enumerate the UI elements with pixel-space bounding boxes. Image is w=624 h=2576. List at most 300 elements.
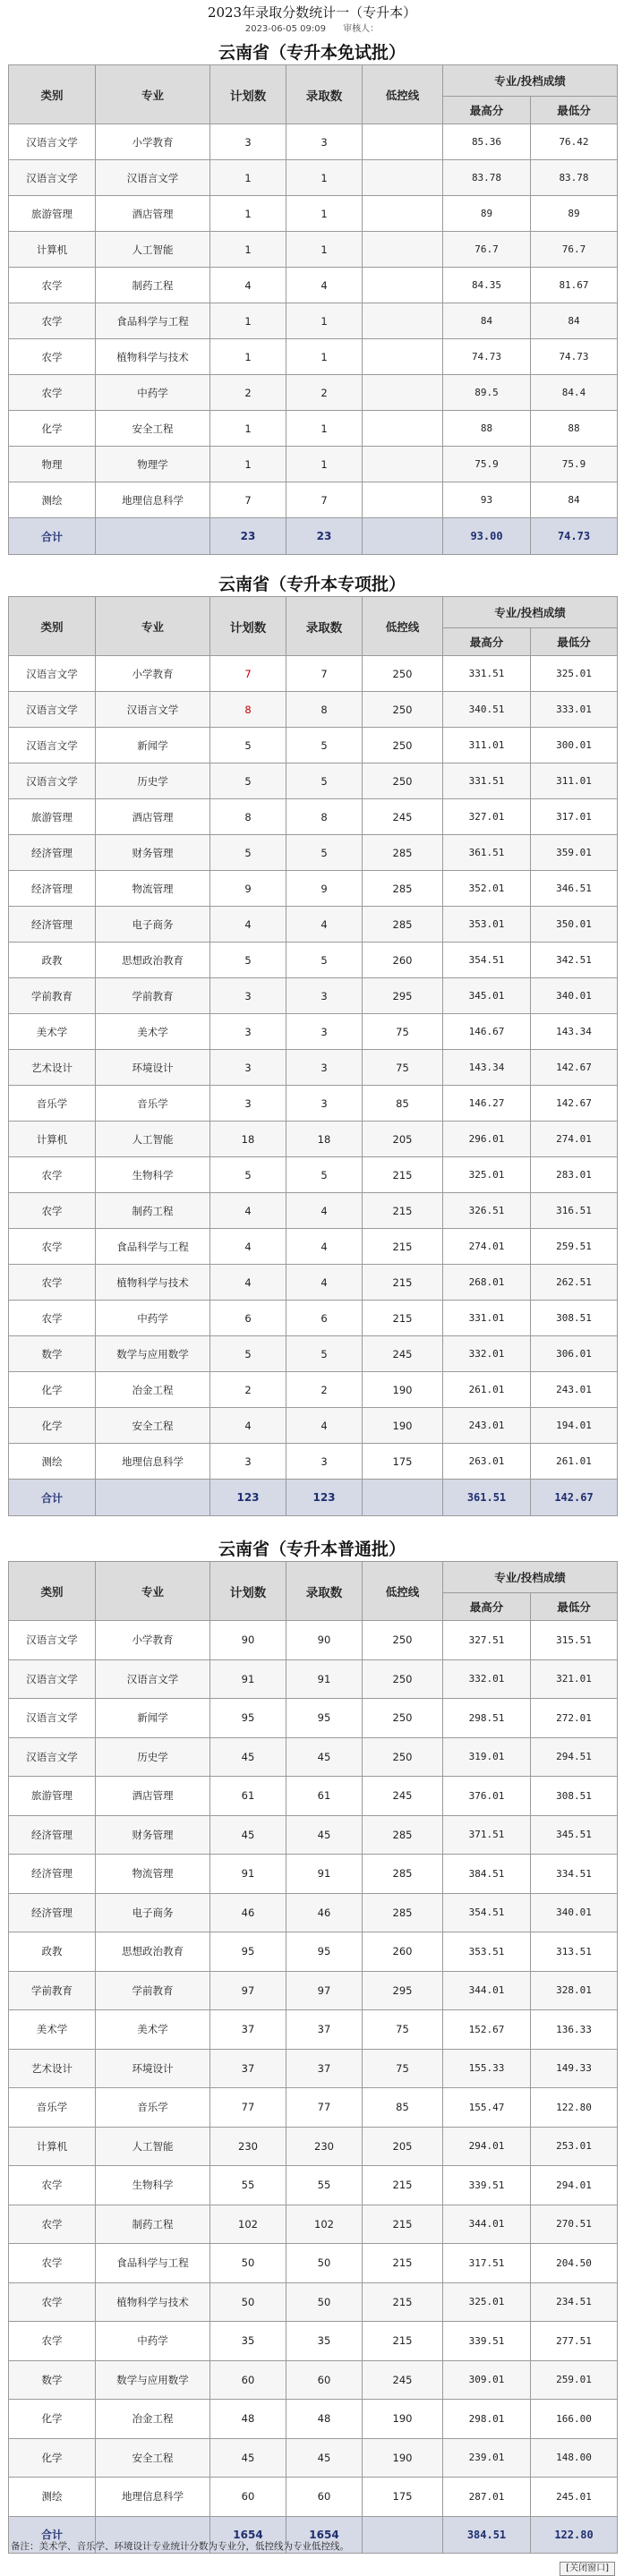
table-cell: 88 bbox=[531, 411, 618, 447]
table-cell: 260 bbox=[363, 943, 443, 978]
total-cell: 23 bbox=[210, 518, 286, 555]
table-cell: 1 bbox=[210, 447, 286, 482]
table-cell: 小学教育 bbox=[96, 1621, 210, 1660]
table-cell: 学前教育 bbox=[9, 978, 96, 1014]
table-cell: 电子商务 bbox=[96, 907, 210, 943]
table-cell: 89 bbox=[531, 196, 618, 232]
table-cell: 84 bbox=[443, 303, 531, 339]
table-cell: 143.34 bbox=[531, 1014, 618, 1050]
table-cell: 93 bbox=[443, 482, 531, 518]
table-row bbox=[9, 2478, 618, 2517]
table-cell bbox=[363, 411, 443, 447]
table-row bbox=[9, 978, 618, 1014]
table-cell: 1 bbox=[286, 196, 363, 232]
table-cell: 4 bbox=[210, 1193, 286, 1229]
table-row bbox=[9, 907, 618, 943]
table-cell: 91 bbox=[286, 1855, 363, 1894]
table-cell: 143.34 bbox=[443, 1050, 531, 1086]
table-row bbox=[9, 1086, 618, 1122]
table-cell: 89.5 bbox=[443, 375, 531, 411]
table-cell: 340.01 bbox=[531, 1893, 618, 1932]
table-cell: 农学 bbox=[9, 2282, 96, 2322]
table-cell: 306.01 bbox=[531, 1336, 618, 1372]
table-cell: 音乐学 bbox=[96, 2088, 210, 2128]
table-cell: 酒店管理 bbox=[96, 1777, 210, 1816]
table-cell: 5 bbox=[210, 728, 286, 763]
table-row bbox=[9, 1971, 618, 2010]
table-cell: 生物科学 bbox=[96, 1157, 210, 1193]
table-row bbox=[9, 339, 618, 375]
table-row bbox=[9, 1932, 618, 1972]
table-cell bbox=[363, 196, 443, 232]
table-cell: 285 bbox=[363, 1855, 443, 1894]
table-cell: 45 bbox=[286, 2438, 363, 2478]
table-cell: 325.01 bbox=[443, 1157, 531, 1193]
table-cell: 316.51 bbox=[531, 1193, 618, 1229]
table-cell: 45 bbox=[286, 1737, 363, 1777]
total-cell: 142.67 bbox=[531, 1480, 618, 1516]
table-cell: 2 bbox=[286, 1372, 363, 1408]
table-row bbox=[9, 2049, 618, 2088]
table-cell: 74.73 bbox=[531, 339, 618, 375]
batch-section bbox=[0, 1538, 624, 2554]
table-cell: 287.01 bbox=[443, 2478, 531, 2517]
table-row bbox=[9, 1301, 618, 1336]
table-cell: 1 bbox=[210, 196, 286, 232]
table-cell: 50 bbox=[210, 2244, 286, 2283]
header-cutoff: 低控线 bbox=[363, 1562, 443, 1621]
table-cell: 88 bbox=[443, 411, 531, 447]
table-cell: 321.01 bbox=[531, 1659, 618, 1699]
table-cell: 1 bbox=[286, 339, 363, 375]
table-cell: 计算机 bbox=[9, 1122, 96, 1157]
table-cell: 农学 bbox=[9, 268, 96, 303]
table-cell: 327.01 bbox=[443, 799, 531, 835]
table-cell: 中药学 bbox=[96, 375, 210, 411]
score-table bbox=[8, 64, 618, 555]
table-cell: 酒店管理 bbox=[96, 799, 210, 835]
table-cell: 18 bbox=[210, 1122, 286, 1157]
table-row bbox=[9, 1193, 618, 1229]
table-cell: 272.01 bbox=[531, 1699, 618, 1738]
table-cell: 50 bbox=[210, 2282, 286, 2322]
table-cell: 新闻学 bbox=[96, 1699, 210, 1738]
table-cell: 小学教育 bbox=[96, 124, 210, 160]
table-cell: 359.01 bbox=[531, 835, 618, 871]
table-cell: 化学 bbox=[9, 1372, 96, 1408]
table-cell: 342.51 bbox=[531, 943, 618, 978]
table-row bbox=[9, 268, 618, 303]
table-row bbox=[9, 943, 618, 978]
table-cell: 1 bbox=[210, 303, 286, 339]
table-cell: 332.01 bbox=[443, 1659, 531, 1699]
table-cell: 317.01 bbox=[531, 799, 618, 835]
table-cell: 215 bbox=[363, 1229, 443, 1265]
table-row bbox=[9, 1050, 618, 1086]
table-cell: 308.51 bbox=[531, 1301, 618, 1336]
table-cell: 339.51 bbox=[443, 2322, 531, 2361]
table-cell: 274.01 bbox=[443, 1229, 531, 1265]
table-cell: 财务管理 bbox=[96, 835, 210, 871]
table-cell: 85 bbox=[363, 2088, 443, 2128]
table-cell: 344.01 bbox=[443, 1971, 531, 2010]
header-admitted: 录取数 bbox=[286, 65, 363, 124]
table-cell: 环境设计 bbox=[96, 1050, 210, 1086]
table-cell: 8 bbox=[210, 799, 286, 835]
table-cell: 152.67 bbox=[443, 2010, 531, 2050]
table-cell: 计算机 bbox=[9, 232, 96, 268]
table-cell: 331.51 bbox=[443, 656, 531, 692]
total-cell bbox=[363, 518, 443, 555]
table-cell: 3 bbox=[286, 1050, 363, 1086]
close-window-button[interactable]: [关闭窗口] bbox=[560, 2562, 615, 2576]
table-cell: 166.00 bbox=[531, 2400, 618, 2439]
table-row bbox=[9, 1699, 618, 1738]
table-cell: 55 bbox=[210, 2166, 286, 2205]
table-cell bbox=[363, 160, 443, 196]
table-cell: 352.01 bbox=[443, 871, 531, 907]
table-cell: 102 bbox=[210, 2205, 286, 2244]
table-cell: 9 bbox=[210, 871, 286, 907]
table-row bbox=[9, 375, 618, 411]
table-row bbox=[9, 799, 618, 835]
table-cell: 学前教育 bbox=[96, 1971, 210, 2010]
table-cell: 化学 bbox=[9, 411, 96, 447]
table-cell: 1 bbox=[210, 232, 286, 268]
table-row bbox=[9, 2322, 618, 2361]
table-cell: 3 bbox=[286, 1444, 363, 1480]
table-cell: 人工智能 bbox=[96, 1122, 210, 1157]
table-cell: 4 bbox=[286, 1193, 363, 1229]
table-cell: 化学 bbox=[9, 2400, 96, 2439]
table-cell: 经济管理 bbox=[9, 907, 96, 943]
total-cell bbox=[363, 2516, 443, 2553]
table-cell: 旅游管理 bbox=[9, 799, 96, 835]
table-row bbox=[9, 232, 618, 268]
document-title: 2023年录取分数统计一（专升本） bbox=[207, 4, 417, 21]
table-row bbox=[9, 1621, 618, 1660]
table-cell: 245 bbox=[363, 799, 443, 835]
total-cell bbox=[96, 518, 210, 555]
table-cell: 旅游管理 bbox=[9, 196, 96, 232]
table-cell: 84 bbox=[531, 303, 618, 339]
table-cell: 313.51 bbox=[531, 1932, 618, 1972]
table-cell: 音乐学 bbox=[9, 2088, 96, 2128]
table-cell: 136.33 bbox=[531, 2010, 618, 2050]
table-cell bbox=[363, 339, 443, 375]
total-row bbox=[9, 518, 618, 555]
table-cell: 259.01 bbox=[531, 2360, 618, 2400]
table-cell: 142.67 bbox=[531, 1086, 618, 1122]
table-cell: 3 bbox=[286, 978, 363, 1014]
table-cell bbox=[363, 303, 443, 339]
table-cell: 5 bbox=[286, 763, 363, 799]
table-cell: 汉语言文学 bbox=[9, 1699, 96, 1738]
table-cell: 经济管理 bbox=[9, 1893, 96, 1932]
table-cell: 60 bbox=[286, 2360, 363, 2400]
table-cell: 历史学 bbox=[96, 763, 210, 799]
table-cell: 7 bbox=[286, 656, 363, 692]
table-cell: 中药学 bbox=[96, 1301, 210, 1336]
table-cell: 艺术设计 bbox=[9, 2049, 96, 2088]
table-cell: 76.42 bbox=[531, 124, 618, 160]
table-cell: 295 bbox=[363, 1971, 443, 2010]
table-cell: 5 bbox=[286, 835, 363, 871]
table-cell: 239.01 bbox=[443, 2438, 531, 2478]
table-cell: 215 bbox=[363, 1301, 443, 1336]
total-cell: 合计 bbox=[9, 518, 96, 555]
table-cell: 353.51 bbox=[443, 1932, 531, 1972]
table-row bbox=[9, 1408, 618, 1444]
header-plan: 计划数 bbox=[210, 65, 286, 124]
table-cell: 1 bbox=[286, 160, 363, 196]
table-cell: 83.78 bbox=[531, 160, 618, 196]
table-cell: 83.78 bbox=[443, 160, 531, 196]
total-cell: 122.80 bbox=[531, 2516, 618, 2553]
table-cell: 77 bbox=[286, 2088, 363, 2128]
table-cell: 冶金工程 bbox=[96, 1372, 210, 1408]
table-row bbox=[9, 871, 618, 907]
table-cell: 数学与应用数学 bbox=[96, 1336, 210, 1372]
table-row bbox=[9, 2400, 618, 2439]
table-row bbox=[9, 2166, 618, 2205]
table-cell: 250 bbox=[363, 728, 443, 763]
table-cell: 2 bbox=[286, 375, 363, 411]
table-cell: 190 bbox=[363, 1372, 443, 1408]
table-cell: 地理信息科学 bbox=[96, 1444, 210, 1480]
table-cell: 汉语言文学 bbox=[96, 692, 210, 728]
table-cell: 1 bbox=[210, 339, 286, 375]
table-cell: 18 bbox=[286, 1122, 363, 1157]
table-cell: 61 bbox=[210, 1777, 286, 1816]
table-cell: 物流管理 bbox=[96, 871, 210, 907]
page-header bbox=[0, 0, 624, 41]
table-cell: 95 bbox=[286, 1699, 363, 1738]
total-cell: 384.51 bbox=[443, 2516, 531, 2553]
header-admitted: 录取数 bbox=[286, 597, 363, 656]
header-max: 最高分 bbox=[443, 628, 531, 656]
table-row bbox=[9, 1157, 618, 1193]
table-cell: 食品科学与工程 bbox=[96, 2244, 210, 2283]
table-row bbox=[9, 1336, 618, 1372]
table-cell: 汉语言文学 bbox=[9, 656, 96, 692]
table-cell: 245.01 bbox=[531, 2478, 618, 2517]
table-cell: 371.51 bbox=[443, 1815, 531, 1855]
table-row bbox=[9, 2088, 618, 2128]
table-cell: 政教 bbox=[9, 943, 96, 978]
header-major: 专业 bbox=[96, 597, 210, 656]
table-cell: 346.51 bbox=[531, 871, 618, 907]
table-cell: 45 bbox=[210, 2438, 286, 2478]
table-cell: 250 bbox=[363, 763, 443, 799]
table-cell: 285 bbox=[363, 871, 443, 907]
table-cell: 85.36 bbox=[443, 124, 531, 160]
table-cell: 298.01 bbox=[443, 2400, 531, 2439]
table-cell: 353.01 bbox=[443, 907, 531, 943]
header-category: 类别 bbox=[9, 65, 96, 124]
total-cell: 1654 bbox=[210, 2516, 286, 2553]
table-row bbox=[9, 1265, 618, 1301]
table-row bbox=[9, 2205, 618, 2244]
table-cell: 46 bbox=[210, 1893, 286, 1932]
table-cell: 215 bbox=[363, 2205, 443, 2244]
table-cell: 84.35 bbox=[443, 268, 531, 303]
table-cell: 90 bbox=[210, 1621, 286, 1660]
table-cell: 财务管理 bbox=[96, 1815, 210, 1855]
header-major: 专业 bbox=[96, 65, 210, 124]
table-cell: 5 bbox=[210, 1336, 286, 1372]
table-cell: 5 bbox=[210, 1157, 286, 1193]
total-cell: 123 bbox=[210, 1480, 286, 1516]
total-cell: 合计 bbox=[9, 1480, 96, 1516]
table-cell: 艺术设计 bbox=[9, 1050, 96, 1086]
table-cell: 205 bbox=[363, 2127, 443, 2166]
table-cell: 315.51 bbox=[531, 1621, 618, 1660]
table-row bbox=[9, 656, 618, 692]
table-cell: 农学 bbox=[9, 2166, 96, 2205]
table-cell: 6 bbox=[286, 1301, 363, 1336]
table-row bbox=[9, 160, 618, 196]
table-cell: 76.7 bbox=[531, 232, 618, 268]
table-cell: 250 bbox=[363, 656, 443, 692]
table-row bbox=[9, 447, 618, 482]
table-cell: 制药工程 bbox=[96, 2205, 210, 2244]
table-cell: 294.51 bbox=[531, 1737, 618, 1777]
batch-title: 云南省（专升本普通批） bbox=[218, 1540, 406, 1559]
table-cell: 260 bbox=[363, 1932, 443, 1972]
table-cell: 326.51 bbox=[443, 1193, 531, 1229]
table-cell: 3 bbox=[286, 1086, 363, 1122]
table-cell: 汉语言文学 bbox=[96, 160, 210, 196]
batch-section bbox=[0, 573, 624, 1516]
table-cell: 283.01 bbox=[531, 1157, 618, 1193]
header-max: 最高分 bbox=[443, 97, 531, 124]
table-row bbox=[9, 2438, 618, 2478]
table-cell: 安全工程 bbox=[96, 1408, 210, 1444]
table-row bbox=[9, 835, 618, 871]
table-cell bbox=[363, 268, 443, 303]
table-row bbox=[9, 2282, 618, 2322]
reviewer-label: 审核人： bbox=[343, 24, 380, 34]
table-cell: 食品科学与工程 bbox=[96, 1229, 210, 1265]
table-cell: 4 bbox=[286, 1265, 363, 1301]
table-row bbox=[9, 1444, 618, 1480]
table-cell: 361.51 bbox=[443, 835, 531, 871]
header-major: 专业 bbox=[96, 1562, 210, 1621]
table-cell: 155.33 bbox=[443, 2049, 531, 2088]
table-cell: 215 bbox=[363, 1193, 443, 1229]
table-cell: 250 bbox=[363, 1699, 443, 1738]
table-cell: 250 bbox=[363, 1737, 443, 1777]
table-cell: 327.51 bbox=[443, 1621, 531, 1660]
table-cell: 215 bbox=[363, 2282, 443, 2322]
total-cell: 23 bbox=[286, 518, 363, 555]
total-cell: 361.51 bbox=[443, 1480, 531, 1516]
table-cell: 思想政治教育 bbox=[96, 943, 210, 978]
table-cell: 5 bbox=[210, 943, 286, 978]
table-cell: 285 bbox=[363, 1893, 443, 1932]
table-cell: 经济管理 bbox=[9, 1855, 96, 1894]
table-cell: 90 bbox=[286, 1621, 363, 1660]
table-cell: 植物科学与技术 bbox=[96, 339, 210, 375]
table-cell: 汉语言文学 bbox=[9, 763, 96, 799]
table-row bbox=[9, 2127, 618, 2166]
table-cell: 300.01 bbox=[531, 728, 618, 763]
table-cell: 230 bbox=[286, 2127, 363, 2166]
table-cell: 97 bbox=[210, 1971, 286, 2010]
table-cell: 234.51 bbox=[531, 2282, 618, 2322]
table-cell: 215 bbox=[363, 2166, 443, 2205]
table-cell: 37 bbox=[286, 2049, 363, 2088]
table-cell: 146.67 bbox=[443, 1014, 531, 1050]
table-cell: 汉语言文学 bbox=[9, 124, 96, 160]
table-cell: 安全工程 bbox=[96, 2438, 210, 2478]
table-cell: 339.51 bbox=[443, 2166, 531, 2205]
table-cell: 60 bbox=[286, 2478, 363, 2517]
table-cell: 215 bbox=[363, 1265, 443, 1301]
table-cell: 74.73 bbox=[443, 339, 531, 375]
header-scores-group: 专业/投档成绩 bbox=[443, 1562, 618, 1593]
table-cell: 3 bbox=[210, 124, 286, 160]
table-row bbox=[9, 728, 618, 763]
table-cell: 酒店管理 bbox=[96, 196, 210, 232]
table-cell: 75.9 bbox=[531, 447, 618, 482]
table-cell: 4 bbox=[286, 1229, 363, 1265]
table-cell bbox=[363, 375, 443, 411]
header-cutoff: 低控线 bbox=[363, 65, 443, 124]
table-cell: 3 bbox=[210, 1444, 286, 1480]
table-cell: 61 bbox=[286, 1777, 363, 1816]
table-cell: 数学与应用数学 bbox=[96, 2360, 210, 2400]
table-cell: 小学教育 bbox=[96, 656, 210, 692]
table-cell bbox=[363, 232, 443, 268]
table-cell: 植物科学与技术 bbox=[96, 1265, 210, 1301]
table-row bbox=[9, 1815, 618, 1855]
table-cell: 190 bbox=[363, 1408, 443, 1444]
table-cell: 285 bbox=[363, 907, 443, 943]
table-cell: 142.67 bbox=[531, 1050, 618, 1086]
table-cell: 259.51 bbox=[531, 1229, 618, 1265]
table-cell: 地理信息科学 bbox=[96, 2478, 210, 2517]
table-cell: 75 bbox=[363, 1014, 443, 1050]
table-cell: 84.4 bbox=[531, 375, 618, 411]
table-cell: 美术学 bbox=[96, 2010, 210, 2050]
table-cell: 1 bbox=[286, 232, 363, 268]
table-cell: 历史学 bbox=[96, 1737, 210, 1777]
table-cell: 294.01 bbox=[443, 2127, 531, 2166]
table-cell: 9 bbox=[286, 871, 363, 907]
table-cell: 95 bbox=[286, 1932, 363, 1972]
table-cell: 7 bbox=[210, 482, 286, 518]
table-cell: 美术学 bbox=[96, 1014, 210, 1050]
table-cell bbox=[363, 482, 443, 518]
table-cell: 5 bbox=[286, 728, 363, 763]
table-cell: 4 bbox=[210, 268, 286, 303]
table-cell: 美术学 bbox=[9, 2010, 96, 2050]
table-cell: 250 bbox=[363, 692, 443, 728]
table-cell bbox=[363, 447, 443, 482]
table-cell: 45 bbox=[210, 1737, 286, 1777]
table-cell: 3 bbox=[210, 1050, 286, 1086]
table-cell: 60 bbox=[210, 2478, 286, 2517]
table-cell: 数学 bbox=[9, 2360, 96, 2400]
table-cell: 1 bbox=[210, 411, 286, 447]
score-table bbox=[8, 596, 618, 1516]
table-row bbox=[9, 1122, 618, 1157]
table-cell: 384.51 bbox=[443, 1855, 531, 1894]
table-cell: 328.01 bbox=[531, 1971, 618, 2010]
table-cell: 285 bbox=[363, 835, 443, 871]
